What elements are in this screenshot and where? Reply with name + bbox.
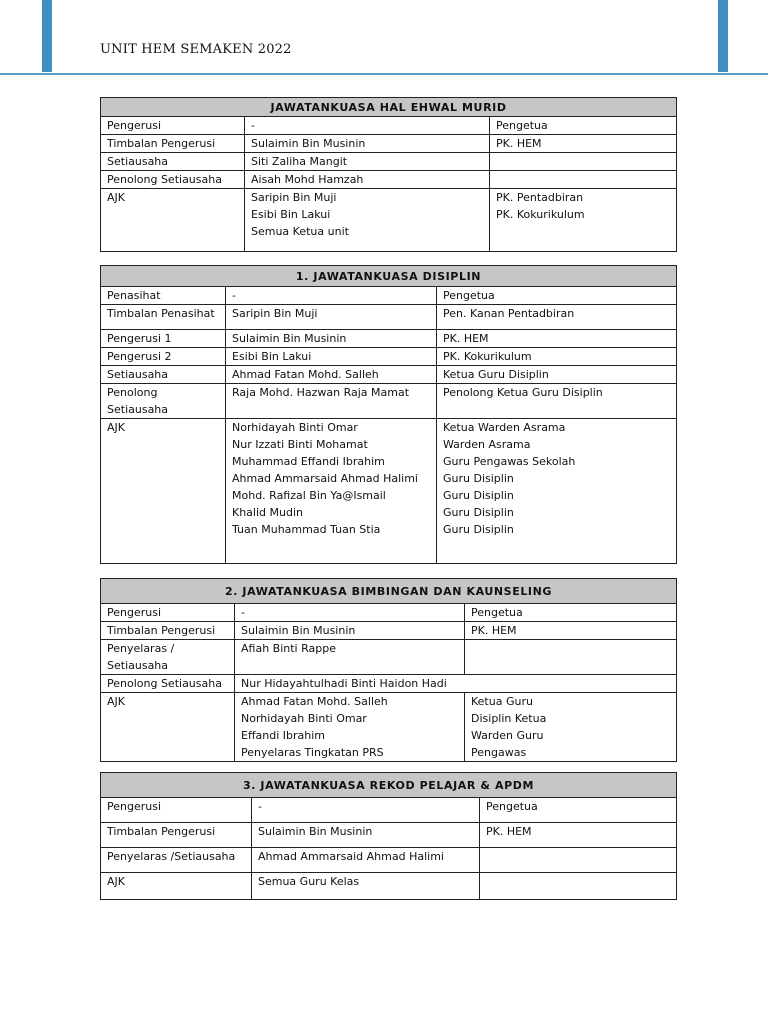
table-row — [101, 135, 677, 153]
table-row — [101, 348, 677, 366]
committee-table-disiplin — [100, 265, 677, 564]
note-cell — [480, 848, 677, 873]
name-line: Mohd. Rafizal Bin Ya@Ismail — [232, 489, 386, 502]
table-row — [101, 153, 677, 171]
table-row — [101, 305, 677, 330]
note-line: PK. Pentadbiran — [496, 191, 584, 204]
name-line: Effandi Ibrahim — [241, 729, 326, 742]
table-row — [101, 171, 677, 189]
committee-table-kaunseling — [100, 578, 677, 762]
note-cell: Pengetua — [437, 287, 677, 305]
table-row — [101, 419, 677, 564]
name-line: Norhidayah Binti Omar — [241, 712, 367, 725]
name-line: Muhammad Effandi Ibrahim — [232, 455, 385, 468]
name-line: Ahmad Fatan Mohd. Salleh — [241, 695, 388, 708]
name-line: Nur Izzati Binti Mohamat — [232, 438, 368, 451]
role-cell: AJK — [101, 189, 245, 252]
role-cell: Pengerusi 2 — [101, 348, 226, 366]
name-cell — [226, 419, 437, 564]
table-row — [101, 330, 677, 348]
note-line: PK. Kokurikulum — [496, 208, 585, 221]
table-title: 1. JAWATANKUASA DISIPLIN — [101, 266, 677, 287]
note-cell: PK. HEM — [465, 622, 677, 640]
table-row — [101, 117, 677, 135]
table-row — [101, 640, 677, 675]
role-cell: Timbalan Pengerusi — [101, 622, 235, 640]
role-cell: Penolong Setiausaha — [101, 384, 226, 419]
header-accent-bar-right — [718, 0, 728, 72]
role-cell: Penolong Setiausaha — [101, 675, 235, 693]
name-cell: Esibi Bin Lakui — [226, 348, 437, 366]
table-row — [101, 675, 677, 693]
table-row — [101, 189, 677, 252]
name-line: Penyelaras Tingkatan PRS — [241, 746, 384, 759]
table-title: 3. JAWATANKUASA REKOD PELAJAR & APDM — [101, 773, 677, 798]
name-cell: Nur Hidayahtulhadi Binti Haidon Hadi — [235, 675, 677, 693]
note-cell: PK. HEM — [480, 823, 677, 848]
name-line: Semua Ketua unit — [251, 225, 349, 238]
name-line: Esibi Bin Lakui — [251, 208, 331, 221]
table-row — [101, 693, 677, 762]
role-cell: Pengerusi — [101, 604, 235, 622]
name-cell: Semua Guru Kelas — [252, 873, 480, 900]
note-cell — [480, 873, 677, 900]
table-title: 2. JAWATANKUASA BIMBINGAN DAN KAUNSELING — [101, 579, 677, 604]
note-cell: Ketua Guru Disiplin — [437, 366, 677, 384]
role-cell: Timbalan Penasihat — [101, 305, 226, 330]
note-cell — [490, 189, 677, 252]
name-cell: Sulaimin Bin Musinin — [252, 823, 480, 848]
table-title: JAWATANKUASA HAL EHWAL MURID — [101, 98, 677, 117]
name-cell: - — [252, 798, 480, 823]
table-row — [101, 384, 677, 419]
name-cell: Ahmad Fatan Mohd. Salleh — [226, 366, 437, 384]
note-line: Disiplin Ketua — [471, 712, 547, 725]
name-cell: Sulaimin Bin Musinin — [226, 330, 437, 348]
committee-table-hem — [100, 97, 677, 252]
note-cell — [465, 693, 677, 762]
note-cell — [490, 171, 677, 189]
note-line: Warden Guru — [471, 729, 544, 742]
name-cell: Aisah Mohd Hamzah — [245, 171, 490, 189]
note-line: Guru Pengawas Sekolah — [443, 455, 576, 468]
table-row — [101, 823, 677, 848]
note-line: Ketua Guru — [471, 695, 533, 708]
note-cell: PK. HEM — [490, 135, 677, 153]
table-row — [101, 848, 677, 873]
note-line: Guru Disiplin — [443, 489, 514, 502]
name-cell: - — [235, 604, 465, 622]
name-line: Ahmad Ammarsaid Ahmad Halimi — [232, 472, 418, 485]
name-cell: Sulaimin Bin Musinin — [245, 135, 490, 153]
role-cell: Setiausaha — [101, 153, 245, 171]
role-cell: AJK — [101, 693, 235, 762]
note-cell — [490, 153, 677, 171]
name-line: Saripin Bin Muji — [251, 191, 337, 204]
role-cell: Penyelaras / Setiausaha — [101, 640, 235, 675]
note-line: Guru Disiplin — [443, 506, 514, 519]
header-rule — [0, 73, 768, 75]
role-cell: Pengerusi — [101, 798, 252, 823]
name-line: Norhidayah Binti Omar — [232, 421, 358, 434]
note-cell — [437, 419, 677, 564]
name-cell: - — [245, 117, 490, 135]
name-cell: Sulaimin Bin Musinin — [235, 622, 465, 640]
role-cell: Timbalan Pengerusi — [101, 135, 245, 153]
name-cell: Afiah Binti Rappe — [235, 640, 465, 675]
note-line: Guru Disiplin — [443, 472, 514, 485]
note-cell: Pengetua — [490, 117, 677, 135]
table-row — [101, 622, 677, 640]
role-cell: Penyelaras /Setiausaha — [101, 848, 252, 873]
note-cell: Pen. Kanan Pentadbiran — [437, 305, 677, 330]
note-cell: PK. HEM — [437, 330, 677, 348]
role-cell: AJK — [101, 419, 226, 564]
name-line: Khalid Mudin — [232, 506, 303, 519]
note-line: Guru Disiplin — [443, 523, 514, 536]
name-cell: Siti Zaliha Mangit — [245, 153, 490, 171]
name-line: Tuan Muhammad Tuan Stia — [232, 523, 381, 536]
table-row — [101, 287, 677, 305]
name-cell: - — [226, 287, 437, 305]
note-line: Warden Asrama — [443, 438, 531, 451]
role-cell: Pengerusi 1 — [101, 330, 226, 348]
note-line: Pengawas — [471, 746, 527, 759]
note-line: Ketua Warden Asrama — [443, 421, 566, 434]
note-cell: Pengetua — [480, 798, 677, 823]
table-row — [101, 366, 677, 384]
table-row — [101, 798, 677, 823]
note-cell: Pengetua — [465, 604, 677, 622]
table-row — [101, 873, 677, 900]
table-row — [101, 604, 677, 622]
role-cell: AJK — [101, 873, 252, 900]
role-cell: Setiausaha — [101, 366, 226, 384]
role-cell: Timbalan Pengerusi — [101, 823, 252, 848]
header-accent-bar-left — [42, 0, 52, 72]
name-cell — [245, 189, 490, 252]
name-cell: Ahmad Ammarsaid Ahmad Halimi — [252, 848, 480, 873]
role-cell: Pengerusi — [101, 117, 245, 135]
name-cell: Raja Mohd. Hazwan Raja Mamat — [226, 384, 437, 419]
name-cell — [235, 693, 465, 762]
note-cell: PK. Kokurikulum — [437, 348, 677, 366]
role-cell: Penasihat — [101, 287, 226, 305]
name-cell: Saripin Bin Muji — [226, 305, 437, 330]
role-cell: Penolong Setiausaha — [101, 171, 245, 189]
note-cell: Penolong Ketua Guru Disiplin — [437, 384, 677, 419]
page-header-title: UNIT HEM SEMAKEN 2022 — [100, 42, 292, 57]
note-cell — [465, 640, 677, 675]
committee-table-rekod — [100, 772, 677, 900]
